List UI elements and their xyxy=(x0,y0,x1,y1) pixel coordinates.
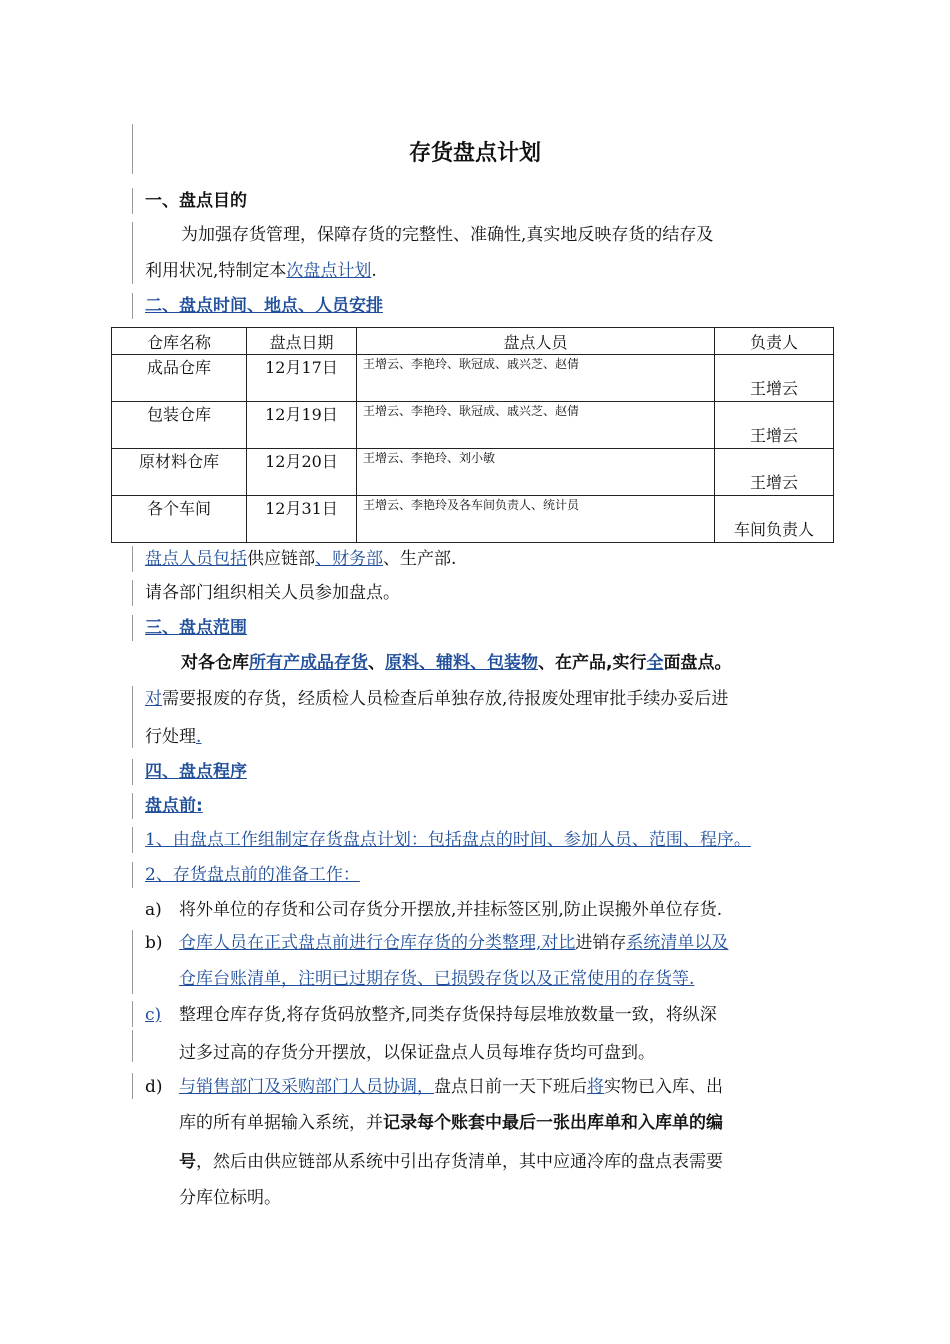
column-header: 盘点人员 xyxy=(357,328,715,355)
subheading-before-count: 盘点前: xyxy=(145,796,203,816)
revision-bar xyxy=(132,862,133,888)
staff-note-line: 请各部门组织相关人员参加盘点。 xyxy=(145,583,400,603)
table-cell: 12月31日 xyxy=(247,496,357,543)
revision-link[interactable]: 次盘点计划 xyxy=(286,261,372,281)
section-heading-purpose: 一、盘点目的 xyxy=(145,191,247,211)
revision-bar xyxy=(132,546,133,572)
revision-bar xyxy=(132,293,133,319)
schedule-table xyxy=(111,327,834,543)
table-header-row xyxy=(112,328,834,355)
table-cell: 王增云 xyxy=(715,355,834,402)
section-heading-scope: 三、盘点范围 xyxy=(145,618,247,638)
section-heading-procedure: 四、盘点程序 xyxy=(145,762,247,782)
purpose-paragraph-line: 利用状况,特制定本次盘点计划. xyxy=(145,261,377,281)
revision-bar xyxy=(132,793,133,819)
table-row xyxy=(112,449,834,496)
list-item-b-continued[interactable]: 仓库台账清单，注明已过期存货、已损毁存货以及正常使用的存货等. xyxy=(179,969,695,989)
revision-bar xyxy=(132,1001,133,1027)
page-title: 存货盘点计划 xyxy=(408,141,541,166)
table-cell: 王增云、李艳玲、耿冠成、戚兴芝、赵倩 xyxy=(357,402,715,449)
procedure-item-2[interactable]: 2、存货盘点前的准备工作： xyxy=(145,865,360,885)
list-item-d-continued: 号，然后由供应链部从系统中引出存货清单，其中应通冷库的盘点表需要 xyxy=(179,1152,723,1172)
column-header: 负责人 xyxy=(715,328,834,355)
table-cell: 包装仓库 xyxy=(112,402,247,449)
table-row xyxy=(112,496,834,543)
revision-bar xyxy=(132,222,133,284)
revision-bar xyxy=(132,827,133,853)
list-item-c: c) 整理仓库存货,将存货码放整齐,同类存货保持每层堆放数量一致，将纵深 xyxy=(145,1005,717,1025)
table-cell: 王增云 xyxy=(715,449,834,496)
column-header: 仓库名称 xyxy=(112,328,247,355)
revision-bar xyxy=(132,1073,133,1099)
list-item-d-continued: 库的所有单据输入系统，并记录每个账套中最后一张出库单和入库单的编 xyxy=(179,1113,723,1133)
table-cell: 王增云 xyxy=(715,402,834,449)
list-item-b: b) 仓库人员在正式盘点前进行仓库存货的分类整理,对比进销存系统清单以及 xyxy=(145,933,729,953)
column-header: 盘点日期 xyxy=(247,328,357,355)
list-item-d: d) 与销售部门及采购部门人员协调，盘点日前一天下班后将实物已入库、出 xyxy=(145,1077,723,1097)
revision-bar xyxy=(132,686,133,748)
section-heading-schedule: 二、盘点时间、地点、人员安排 xyxy=(145,296,383,316)
revision-bar xyxy=(132,1030,133,1062)
table-cell: 各个车间 xyxy=(112,496,247,543)
table-row xyxy=(112,402,834,449)
table-cell: 王增云、李艳玲、刘小敏 xyxy=(357,449,715,496)
table-row xyxy=(112,355,834,402)
revision-bar xyxy=(132,615,133,641)
list-item-d-continued: 分库位标明。 xyxy=(179,1188,281,1208)
list-item-a: a) 将外单位的存货和公司存货分开摆放,并挂标签区别,防止误搬外单位存货. xyxy=(145,900,723,920)
scope-paragraph-line: 对各仓库所有产成品存货、原料、辅料、包装物、在产品,实行全面盘点。 xyxy=(181,653,732,673)
table-cell: 12月19日 xyxy=(247,402,357,449)
revision-bar xyxy=(132,930,133,994)
table-cell: 王增云、李艳玲及各车间负责人、统计员 xyxy=(357,496,715,543)
revision-bar xyxy=(132,188,133,214)
revision-bar xyxy=(132,580,133,606)
table-cell: 成品仓库 xyxy=(112,355,247,402)
scope-paragraph-line: 行处理. xyxy=(145,727,202,747)
table-cell: 12月17日 xyxy=(247,355,357,402)
revision-bar xyxy=(132,759,133,785)
list-item-c-continued: 过多过高的存货分开摆放，以保证盘点人员每堆存货均可盘到。 xyxy=(179,1043,655,1063)
procedure-item-1: 1、由盘点工作组制定存货盘点计划：包括盘点的时间、参加人员、范围、程序。 xyxy=(145,830,751,850)
scope-paragraph-line: 对需要报废的存货，经质检人员检查后单独存放,待报废处理审批手续办妥后进 xyxy=(145,689,729,709)
table-cell: 王增云、李艳玲、耿冠成、戚兴芝、赵倩 xyxy=(357,355,715,402)
purpose-paragraph-line: 为加强存货管理，保障存货的完整性、准确性,真实地反映存货的结存及 xyxy=(181,225,714,245)
table-cell: 12月20日 xyxy=(247,449,357,496)
table-cell: 车间负责人 xyxy=(715,496,834,543)
staff-note-line: 盘点人员包括供应链部、财务部、生产部. xyxy=(145,549,457,569)
table-cell: 原材料仓库 xyxy=(112,449,247,496)
